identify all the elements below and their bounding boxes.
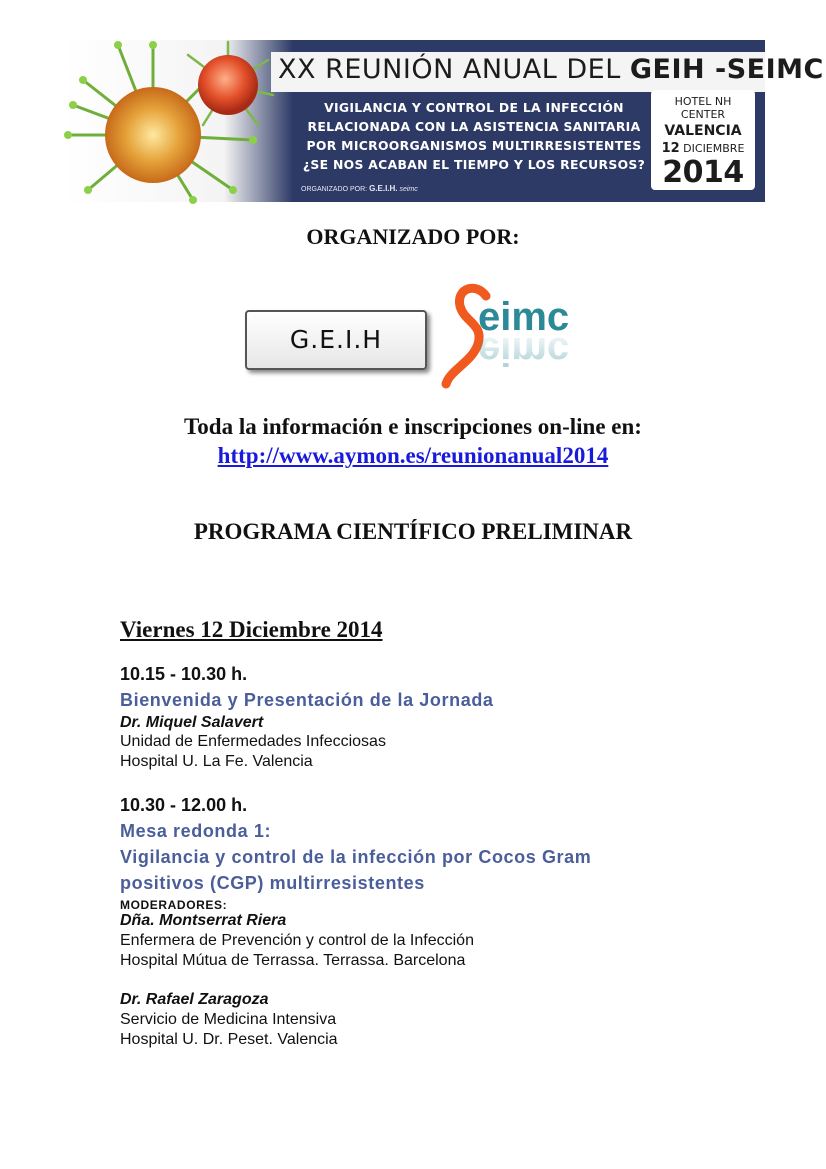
venue-date: 12 DICIEMBRE [661, 141, 745, 156]
program-title: PROGRAMA CIENTÍFICO PRELIMINAR [193, 519, 633, 544]
virus-illustration [63, 40, 293, 202]
moderator-affiliation: Hospital Mútua de Terrassa. Terrassa. Barcelona [120, 952, 466, 969]
session-time: 10.15 - 10.30 h. [120, 664, 248, 684]
banner-title: XX REUNIÓN ANUAL DEL GEIH -SEIMC [278, 54, 824, 85]
registration-link[interactable]: http://www.aymon.es/reunionanual2014 [217, 443, 609, 468]
moderator-affiliation: Servicio de Medicina Intensiva [120, 1011, 337, 1028]
moderator-name: Dña. Montserrat Riera [120, 912, 287, 929]
session-title: positivos (CGP) multirresistentes [120, 873, 425, 893]
speaker-affiliation: Hospital U. La Fe. Valencia [120, 753, 313, 770]
banner-subtitle-line: POR MICROORGANISMOS MULTIRRESISTENTES [306, 138, 642, 153]
speaker-affiliation: Unidad de Enfermedades Infecciosas [120, 733, 386, 750]
speaker-name: Dr. Miquel Salavert [120, 714, 264, 731]
banner-subtitle-line: VIGILANCIA Y CONTROL DE LA INFECCIÓN [324, 100, 624, 115]
geih-logo: G.E.I.H [245, 310, 427, 370]
seimc-logo-reflection: eimc [478, 329, 570, 373]
seimc-logo-text: eimc [478, 295, 570, 339]
info-text: Toda la información e inscripciones on-line en: [184, 414, 642, 439]
organized-by-heading: ORGANIZADO POR: [306, 224, 520, 249]
seimc-logo [438, 278, 598, 394]
session-title: Mesa redonda 1: [120, 821, 272, 841]
banner-subtitle [301, 98, 647, 174]
event-banner [63, 40, 824, 202]
day-heading: Viernes 12 Diciembre 2014 [120, 617, 383, 642]
venue-box [651, 90, 755, 190]
banner-subtitle-line: ¿SE NOS ACABAN EL TIEMPO Y LOS RECURSOS? [302, 157, 646, 172]
venue-year: 2014 [662, 155, 744, 190]
moderator-affiliation: Enfermera de Prevención y control de la Infección [120, 932, 474, 949]
banner-subtitle-line: RELACIONADA CON LA ASISTENCIA SANITARIA [307, 119, 641, 134]
venue-hotel: HOTEL NH CENTER [674, 95, 732, 121]
moderator-name: Dr. Rafael Zaragoza [120, 991, 269, 1008]
moderator-affiliation: Hospital U. Dr. Peset. Valencia [120, 1031, 338, 1048]
venue-city: VALENCIA [664, 123, 742, 139]
session-time: 10.30 - 12.00 h. [120, 795, 248, 815]
banner-organizers: ORGANIZADO POR: G.E.I.H. seimc [301, 184, 418, 193]
session-title: Vigilancia y control de la infección por Cocos Gram [120, 847, 592, 867]
moderators-label: MODERADORES: [120, 898, 228, 912]
session-title: Bienvenida y Presentación de la Jornada [120, 690, 494, 710]
